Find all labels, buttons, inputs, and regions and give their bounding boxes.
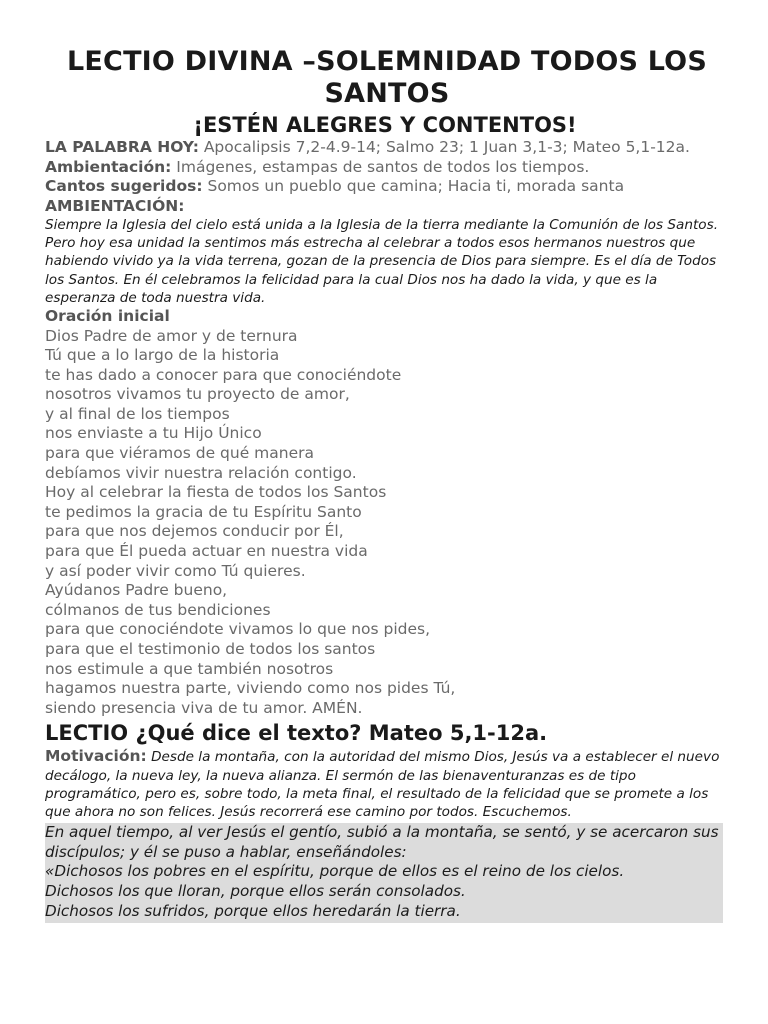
palabra-hoy-row (45, 138, 725, 158)
prayer-line: nosotros vivamos tu proyecto de amor, (45, 385, 350, 404)
gospel-highlight (45, 823, 723, 923)
prayer-line: para que Él pueda actuar en nuestra vida (45, 542, 368, 561)
ambientacion-row (45, 158, 725, 178)
gospel-line: «Dichosos los pobres en el espíritu, porque de ellos es el reino de los cielos. (45, 862, 625, 881)
oracion-heading: Oración inicial (45, 307, 170, 326)
ambientacion-paragraph: Siempre la Iglesia del cielo está unida a la Iglesia de la tierra mediante la Comunión de los Santos. Pero hoy esa unidad la sentimos más estrecha al celebrar a todos esos hermanos nuestros que habiendo vivido ya la vida terrena, gozan de la presencia de Dios para siempre. Es el día de Todos los Santos. En él celebramos la felicidad para la cual Dios nos ha dado la vida, y que es la esperanza de toda nuestra vida. (45, 217, 719, 306)
gospel-line: En aquel tiempo, al ver Jesús el gentío, subió a la montaña, se sentó, y se acercaron sus discípulos; y él se puso a hablar, enseñándoles: (45, 823, 719, 861)
ambientacion-heading: AMBIENTACIÓN: (45, 196, 185, 215)
cantos-text: Somos un pueblo que camina; Hacia ti, morada santa (202, 177, 625, 195)
page-subtitle: ¡ESTÉN ALEGRES Y CONTENTOS! (193, 113, 577, 137)
prayer-line: hagamos nuestra parte, viviendo como nos pides Tú, (45, 679, 456, 698)
prayer-line: y así poder vivir como Tú quieres. (45, 561, 306, 580)
prayer-line: para que nos dejemos conducir por Él, (45, 522, 344, 541)
palabra-hoy-text: Apocalipsis 7,2-4.9-14; Salmo 23; 1 Juan 3,1-3; Mateo 5,1-12a. (198, 138, 690, 156)
motivacion-text: Desde la montaña, con la autoridad del mismo Dios, Jesús va a establecer el nuevo decálogo, la nueva ley, la nueva alianza. El sermón de las bienaventuranzas es de tipo programático, pero es, sobre todo, la meta final, el resultado de la felicidad que se promete a los que ahora no son felices. Jesús recorrerá ese camino por todos. Escuchemos. (45, 749, 720, 820)
prayer-line: Tú que a lo largo de la historia (45, 346, 280, 365)
prayer-line: nos enviaste a tu Hijo Único (45, 424, 262, 443)
document-page (45, 46, 725, 923)
prayer-line: Ayúdanos Padre bueno, (45, 581, 228, 600)
prayer-line: Hoy al celebrar la fiesta de todos los Santos (45, 483, 387, 502)
prayer-line: nos estimule a que también nosotros (45, 659, 334, 678)
prayer-line: siendo presencia viva de tu amor. AMÉN. (45, 698, 363, 717)
ambientacion-label: Ambientación: (45, 157, 172, 176)
gospel-line: Dichosos los que lloran, porque ellos serán consolados. (45, 881, 466, 900)
cantos-row (45, 177, 725, 197)
ambientacion-text: Imágenes, estampas de santos de todos los tiempos. (171, 157, 590, 176)
motivacion-row (45, 747, 725, 821)
palabra-hoy-label: LA PALABRA HOY: (45, 138, 199, 156)
prayer-line: cólmanos de tus bendiciones (45, 600, 271, 619)
lectio-heading: LECTIO ¿Qué dice el texto? Mateo 5,1-12a. (45, 721, 548, 746)
page-title: LECTIO DIVINA –SOLEMNIDAD TODOS LOS SANTOS (67, 46, 707, 109)
motivacion-label: Motivación: (45, 747, 147, 766)
oracion-lines (45, 327, 725, 719)
prayer-line: te has dado a conocer para que conociéndote (45, 365, 402, 384)
prayer-line: debíamos vivir nuestra relación contigo. (45, 463, 357, 482)
prayer-line: para que conociéndote vivamos lo que nos pides, (45, 620, 431, 639)
prayer-line: te pedimos la gracia de tu Espíritu Santo (45, 502, 362, 521)
prayer-line: para que el testimonio de todos los santos (45, 640, 376, 659)
prayer-line: y al final de los tiempos (45, 404, 230, 423)
prayer-line: para que viéramos de qué manera (45, 444, 314, 463)
prayer-line: Dios Padre de amor y de ternura (45, 326, 298, 345)
cantos-label: Cantos sugeridos: (45, 177, 203, 195)
gospel-line: Dichosos los sufridos, porque ellos heredarán la tierra. (45, 901, 461, 920)
